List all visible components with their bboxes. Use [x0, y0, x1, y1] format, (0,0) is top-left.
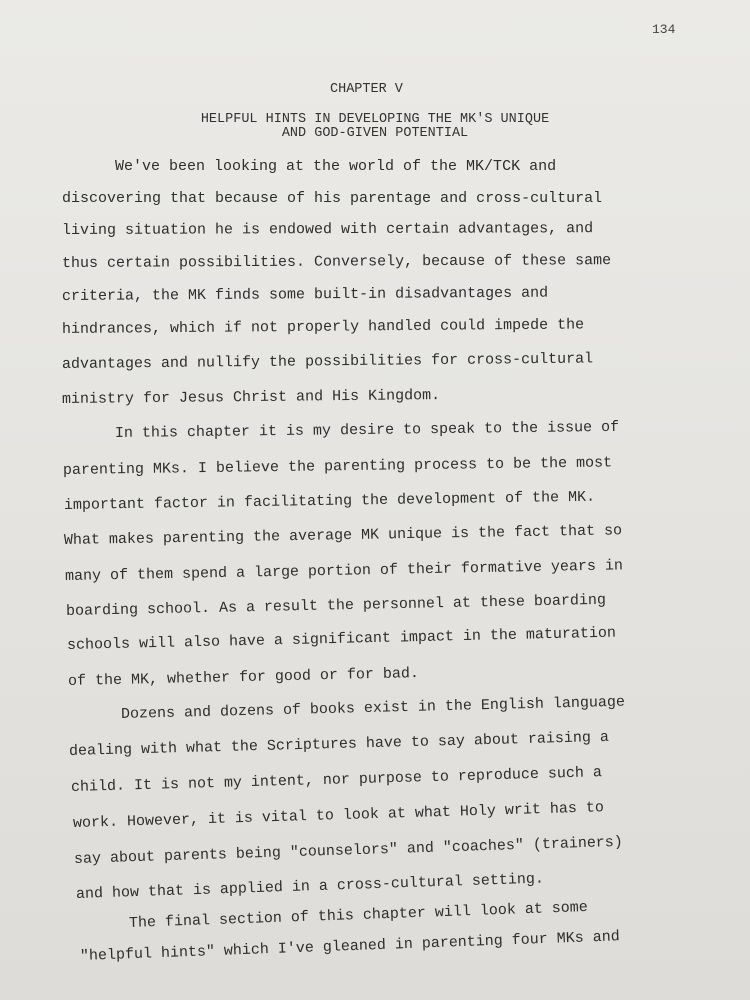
- body-line: work. However, it is vital to look at what Holy writ has to: [72, 799, 605, 832]
- body-line: hindrances, which if not properly handled could impede the: [61, 316, 585, 338]
- body-line: many of them spend a large portion of their formative years in: [64, 557, 624, 585]
- body-line: of the MK, whether for good or for bad.: [67, 665, 420, 690]
- body-line: say about parents being "counselors" and "coaches" (trainers): [73, 833, 624, 868]
- page-number: 134: [652, 22, 676, 37]
- chapter-title-line: AND GOD-GIVEN POTENTIAL: [281, 126, 469, 141]
- body-line: criteria, the MK finds some built-in disadvantages and: [61, 284, 549, 305]
- body-line: We've been looking at the world of the MK/TCK and: [115, 158, 557, 175]
- body-line: living situation he is endowed with certain advantages, and: [61, 220, 594, 239]
- body-line: "helpful hints" which I've gleaned in parenting four MKs and: [79, 928, 621, 965]
- body-line: In this chapter it is my desire to speak to the issue of: [114, 418, 620, 442]
- body-line: advantages and nullify the possibilities for cross-cultural: [61, 350, 594, 373]
- chapter-title-line: HELPFUL HINTS IN DEVELOPING THE MK'S UNIQUE: [200, 112, 550, 127]
- body-line: important factor in facilitating the development of the MK.: [63, 488, 596, 514]
- chapter-title: [150, 113, 600, 141]
- body-line: ministry for Jesus Christ and His Kingdom.: [61, 387, 441, 408]
- body-line: schools will also have a significant impact in the maturation: [66, 624, 617, 654]
- body-line: boarding school. As a result the personnel at these boarding: [65, 591, 607, 620]
- body-line: parenting MKs. I believe the parenting process to be the most: [62, 454, 613, 479]
- body-line: thus certain possibilities. Conversely, because of these same: [61, 252, 612, 272]
- chapter-heading: CHAPTER V: [330, 82, 403, 97]
- body-line: dealing with what the Scriptures have to say about raising a: [68, 728, 610, 760]
- body-line: The final section of this chapter will look at some: [128, 898, 589, 932]
- body-line: discovering that because of his parentage and cross-cultural: [62, 190, 603, 207]
- body-line: and how that is applied in a cross-cultural setting.: [75, 870, 545, 903]
- body-line: What makes parenting the average MK unique is the fact that so: [63, 522, 623, 549]
- body-line: child. It is not my intent, nor purpose to reproduce such a: [70, 764, 603, 796]
- body-line: Dozens and dozens of books exist in the English language: [120, 693, 626, 723]
